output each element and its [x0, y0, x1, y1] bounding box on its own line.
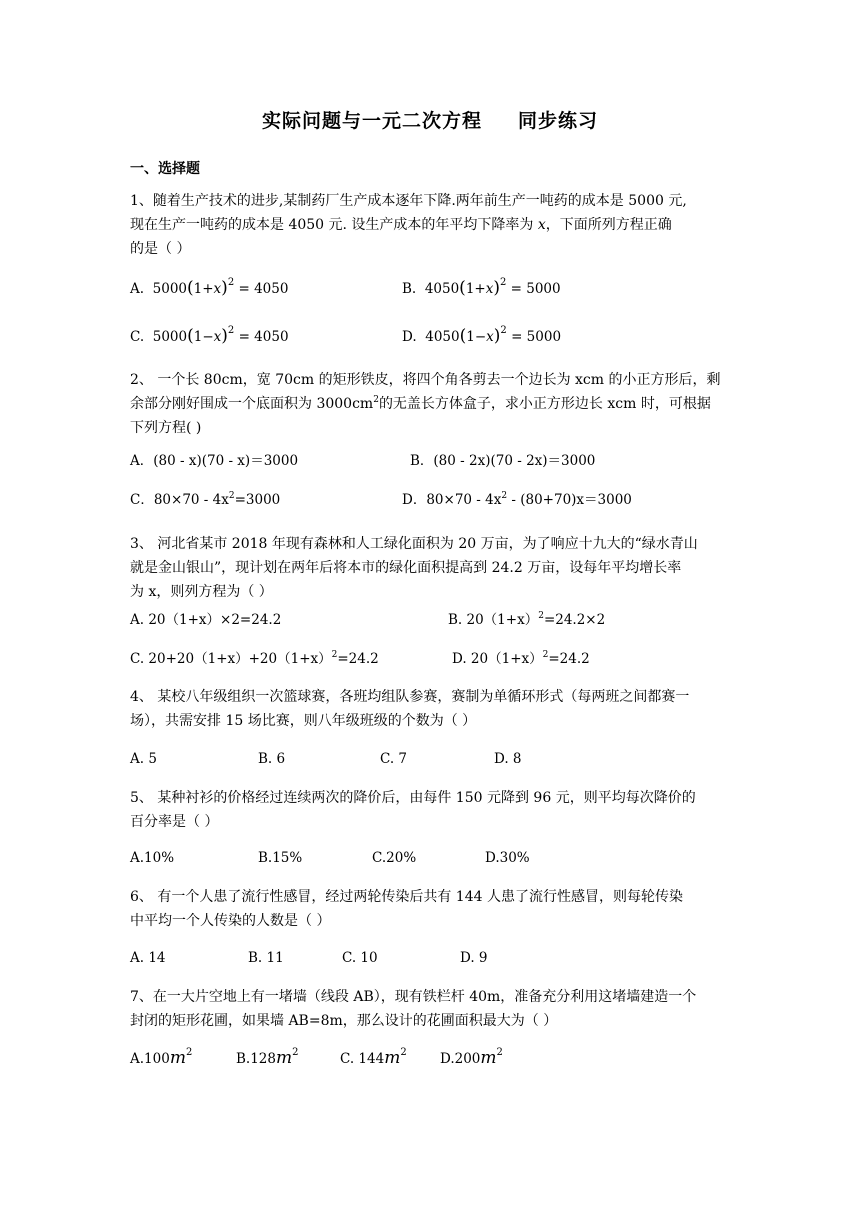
q5-option-b[interactable]: B.15% [258, 850, 303, 866]
q3-line-1: 3、 河北省某市 2018 年现有森林和人工绿化面积为 20 万亩，为了响应十九大的“绿水青山 [130, 536, 698, 552]
q1-line-2: 现在生产一吨药的成本是 4050 元. 设生产成本的年平均下降率为 x，下面所列方程正确 [130, 217, 672, 233]
q5-option-d[interactable]: D.30% [485, 850, 530, 866]
q2-line-3: 下列方程( ) [130, 420, 202, 436]
q3-option-c[interactable]: C. $20+20(1+x)+20(1+x)^2=24.2$ [130, 650, 379, 667]
q6-option-d[interactable]: D. 9 [460, 950, 488, 966]
q7-line-1: 7、在一大片空地上有一堵墙（线段 AB），现有铁栏杆 40m，准备充分利用这堵墙建造一个 [130, 989, 697, 1005]
q6-option-a[interactable]: A. 14 [130, 950, 166, 966]
section-heading: 一、选择题 [130, 161, 200, 177]
q3-options-row-1 [130, 609, 750, 631]
q1-options-row-1 [130, 277, 750, 299]
question-7 [130, 985, 735, 1033]
q7-options [130, 1047, 750, 1069]
q3-line-3: 为 x，则列方程为（ ） [130, 584, 273, 600]
question-3 [130, 532, 735, 604]
q5-line-1: 5、 某种衬衫的价格经过连续两次的降价后，由每件 150 元降到 96 元，则平均每次降价的 [130, 790, 696, 806]
question-4 [130, 685, 735, 733]
q5-line-2: 百分率是（ ） [130, 814, 219, 830]
q2-line-1: 2、 一个长 80cm，宽 70cm 的矩形铁皮，将四个角各剪去一个边长为 xcm 的小正方形后，剩 [130, 372, 721, 388]
q2-option-a[interactable]: A．(80 - x)(70 - x)＝3000 [130, 453, 299, 469]
q3-option-d[interactable]: D. $20(1+x)^2=24.2$ [452, 650, 590, 667]
q1-option-d[interactable]: D. $4050(1-x)^2 = 5000$ [402, 325, 562, 346]
q2-option-d[interactable]: D．$80\times 70 - 4x^2 - (80+70)x=3000$ [402, 491, 632, 508]
question-1 [130, 189, 735, 261]
q7-line-2: 封闭的矩形花圃，如果墙 AB=8m，那么设计的花圃面积最大为（ ） [130, 1013, 558, 1029]
q1-line-1: 1、随着生产技术的进步,某制药厂生产成本逐年下降.两年前生产一吨药的成本是 5000 元, [130, 193, 687, 209]
q2-line-2: 余部分刚好围成一个底面积为 $3000cm^2$的无盖长方体盒子，求小正方形边长 xcm 时，可根据 [130, 395, 711, 412]
q5-option-a[interactable]: A.10% [130, 850, 175, 866]
q1-line-3: 的是（ ） [130, 241, 191, 257]
q6-line-1: 6、 有一个人患了流行性感冒，经过两轮传染后共有 144 人患了流行性感冒，则每轮传染 [130, 889, 683, 905]
q7-option-d[interactable]: $D.200m^2$ [440, 1047, 503, 1068]
q2-options-row-1 [130, 450, 750, 472]
title-sub: 同步练习 [518, 110, 599, 132]
q7-option-b[interactable]: $B.128m^2$ [236, 1047, 299, 1068]
q2-option-c[interactable]: C．$80\times 70 - 4x^2=3000$ [130, 491, 281, 508]
title-main: 实际问题与一元二次方程 [261, 110, 482, 132]
q1-option-a[interactable]: A. $5000(1+x)^2 = 4050$ [130, 277, 289, 298]
q4-option-d[interactable]: D. 8 [494, 751, 522, 767]
q3-option-a[interactable]: A. 20（1+x）×2=24.2 [130, 612, 282, 628]
page-title [0, 106, 860, 133]
question-6 [130, 885, 735, 933]
q5-options [130, 847, 750, 869]
q2-options-row-2 [130, 489, 750, 511]
q3-line-2: 就是金山银山”，现计划在两年后将本市的绿化面积提高到 24.2 万亩，设每年平均增长率 [130, 560, 682, 576]
q7-option-c[interactable]: C. $144m^2$ [340, 1047, 407, 1068]
q1-options-row-2 [130, 325, 750, 347]
q1-variable: x [537, 217, 546, 233]
q1-option-c[interactable]: C. $5000(1-x)^2 = 4050$ [130, 325, 289, 346]
q4-option-c[interactable]: C. 7 [380, 751, 408, 767]
question-2 [130, 368, 735, 440]
question-5 [130, 786, 735, 834]
q4-option-a[interactable]: A. 5 [130, 751, 157, 767]
q3-option-b[interactable]: B. $20(1+x)^2=24.2\times 2$ [448, 611, 606, 628]
q3-options-row-2 [130, 648, 750, 670]
q6-option-b[interactable]: B. 11 [248, 950, 284, 966]
q4-line-2: 场），共需安排 15 场比赛，则八年级班级的个数为（ ） [130, 713, 477, 729]
q6-line-2: 中平均一个人传染的人数是（ ） [130, 913, 331, 929]
q4-line-1: 4、 某校八年级组织一次篮球赛，各班均组队参赛，赛制为单循环形式（每两班之间都赛一 [130, 689, 690, 705]
q7-option-a[interactable]: $A.100m^2$ [130, 1047, 193, 1068]
q4-option-b[interactable]: B. 6 [258, 751, 286, 767]
q4-options [130, 748, 750, 770]
q2-option-b[interactable]: B．(80 - 2x)(70 - 2x)＝3000 [410, 453, 596, 469]
q6-options [130, 947, 750, 969]
q5-option-c[interactable]: C.20% [372, 850, 417, 866]
q6-option-c[interactable]: C. 10 [342, 950, 378, 966]
q1-option-b[interactable]: B. $4050(1+x)^2 = 5000$ [402, 277, 561, 298]
